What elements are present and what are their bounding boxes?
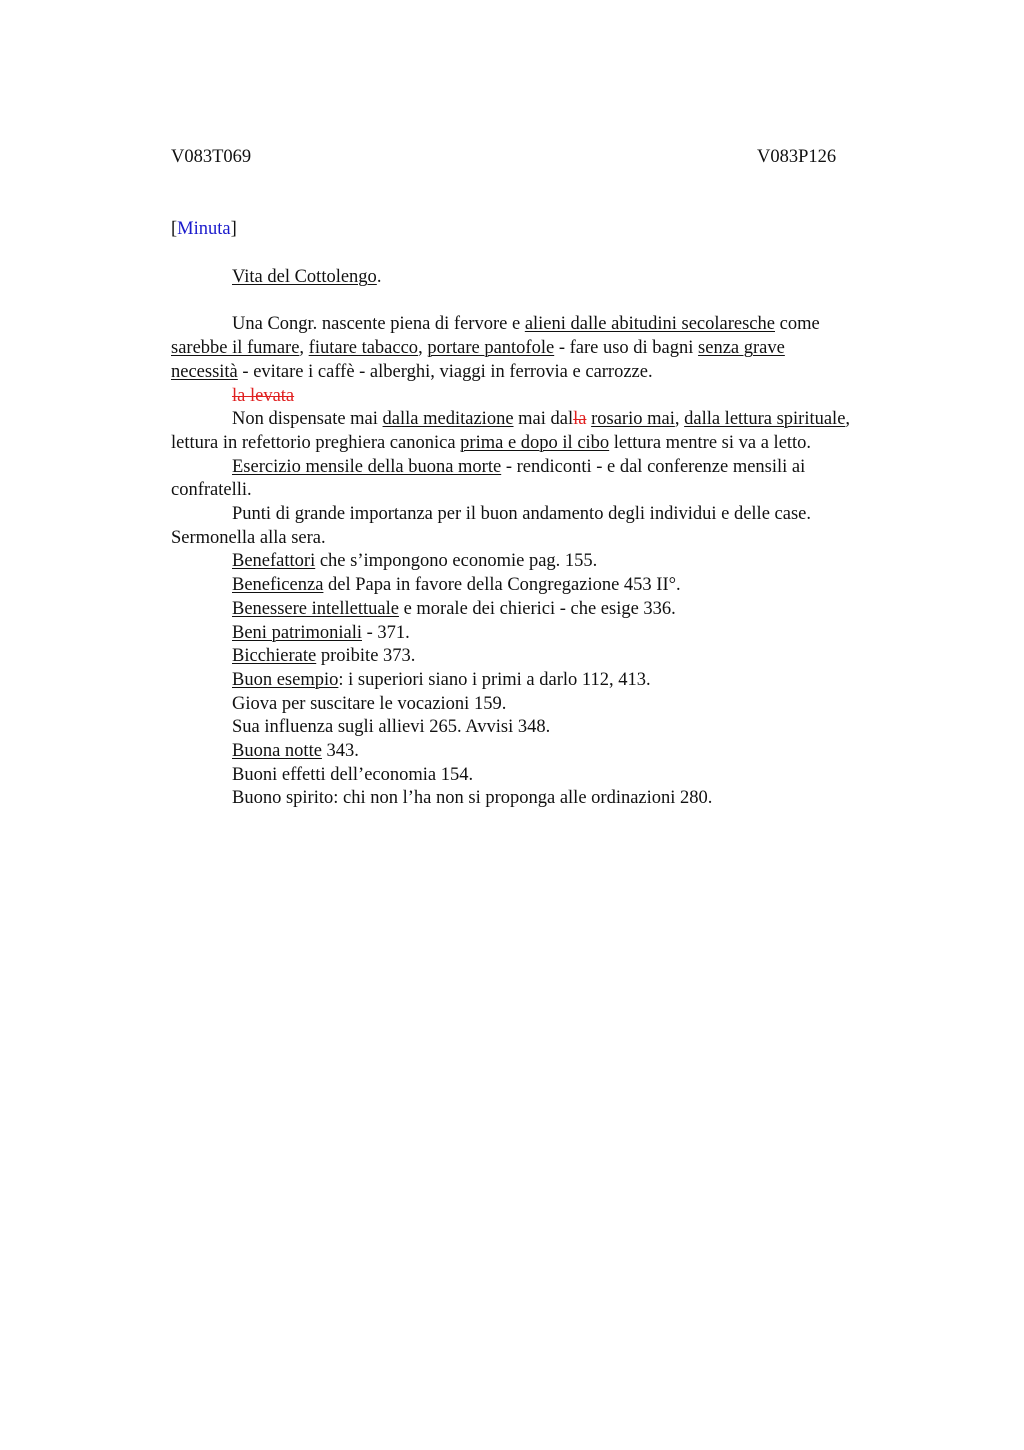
close-bracket: ]: [230, 219, 237, 239]
text-run: ,: [674, 409, 685, 430]
entry-text: Buoni effetti dell’economia 154.: [232, 764, 474, 785]
entry-term: Benessere intellettuale: [232, 598, 399, 619]
paragraph-3-line-2: [171, 479, 931, 503]
struck-text: la levata: [232, 385, 295, 406]
underlined-phrase: senza grave: [698, 338, 785, 359]
paragraph-4-line-1: [171, 503, 931, 527]
text-run: come: [774, 314, 820, 335]
text-run: ,: [418, 338, 428, 359]
text-run: ,: [845, 409, 851, 430]
open-bracket: [: [171, 219, 178, 239]
entry-term: Buona notte: [232, 741, 322, 762]
entry-text: : i superiori siano i primi a darlo 112, 413.: [338, 669, 651, 690]
index-entry: [171, 787, 931, 811]
entry-term: Beni patrimoniali: [232, 622, 362, 643]
entry-text: - 371.: [362, 622, 410, 643]
title-period: .: [376, 267, 382, 287]
entry-text: Giova per suscitare le vocazioni 159.: [232, 693, 507, 714]
index-entry: [171, 550, 931, 574]
entry-term: Beneficenza: [232, 575, 324, 596]
paragraph-1-line-1: [171, 313, 931, 337]
underlined-phrase: rosario mai: [591, 409, 675, 430]
index-entry: [171, 740, 931, 764]
paragraph-4-line-2: [171, 527, 931, 551]
entry-text: del Papa in favore della Congregazione 453 II°.: [323, 575, 681, 596]
entry-term: Bicchierate: [232, 646, 317, 667]
text-run: - evitare i caffè - alberghi, viaggi in ferrovia e carrozze.: [237, 361, 653, 382]
entry-text: Buono spirito: chi non l’ha non si proponga alle ordinazioni 280.: [232, 788, 713, 809]
index-entry: [171, 764, 931, 788]
paragraph-1-line-2: [171, 337, 931, 361]
index-entry: [171, 645, 931, 669]
underlined-phrase: portare pantofole: [427, 338, 555, 359]
underlined-phrase: prima e dopo il cibo: [460, 432, 610, 453]
index-entry: [171, 716, 931, 740]
underlined-phrase: Esercizio mensile della buona morte: [232, 456, 502, 477]
entry-text: Sua influenza sugli allievi 265. Avvisi 348.: [232, 717, 551, 738]
text-run: ,: [299, 338, 309, 359]
paragraph-2-line-1: [171, 408, 931, 432]
underlined-phrase: fiutare tabacco: [308, 338, 419, 359]
text-run: - fare uso di bagni: [554, 338, 699, 359]
title-line: [171, 266, 931, 290]
title-text: Vita del Cottolengo: [232, 267, 377, 287]
document-body: [171, 266, 931, 811]
document-code-right: V083P126: [757, 147, 837, 167]
underlined-phrase: dalla lettura spirituale: [684, 409, 846, 430]
text-run: confratelli.: [171, 480, 252, 501]
minuta-label: [171, 218, 237, 242]
paragraph-3-line-1: [171, 456, 931, 480]
text-run: Sermonella alla sera.: [171, 527, 326, 548]
text-run: Una Congr. nascente piena di fervore e: [232, 314, 525, 335]
paragraph-2-line-2: [171, 432, 931, 456]
entry-text: e morale dei chierici - che esige 336.: [398, 598, 676, 619]
index-entry: [171, 598, 931, 622]
text-run: mai dal: [513, 409, 574, 430]
underlined-phrase: sarebbe il fumare: [171, 338, 300, 359]
entry-text: 343.: [321, 741, 359, 762]
underlined-phrase: necessità: [171, 361, 238, 382]
document-code-left: V083T069: [171, 147, 252, 167]
index-entry: [171, 669, 931, 693]
deleted-line: [171, 385, 931, 409]
text-run: - rendiconti - e dal conferenze mensili ai: [501, 456, 806, 477]
text-run: Non dispensate mai: [232, 409, 383, 430]
paragraph-1-line-3: [171, 361, 931, 385]
underlined-phrase: dalla meditazione: [382, 409, 514, 430]
index-entry: [171, 574, 931, 598]
entry-text: che s’impongono economie pag. 155.: [315, 551, 598, 572]
text-run: lettura in refettorio preghiera canonica: [171, 432, 461, 453]
index-entry: [171, 622, 931, 646]
underlined-phrase: alieni dalle abitudini secolaresche: [524, 314, 775, 335]
entry-term: Buon esempio: [232, 669, 339, 690]
text-run: Punti di grande importanza per il buon andamento degli individui e delle case.: [232, 504, 811, 525]
entry-text: proibite 373.: [316, 646, 416, 667]
minuta-text: Minuta: [177, 219, 231, 239]
blank-line: [171, 290, 931, 314]
struck-text: la: [573, 409, 587, 430]
index-entry: [171, 693, 931, 717]
entry-term: Benefattori: [232, 551, 316, 572]
text-run: lettura mentre si va a letto.: [609, 432, 812, 453]
